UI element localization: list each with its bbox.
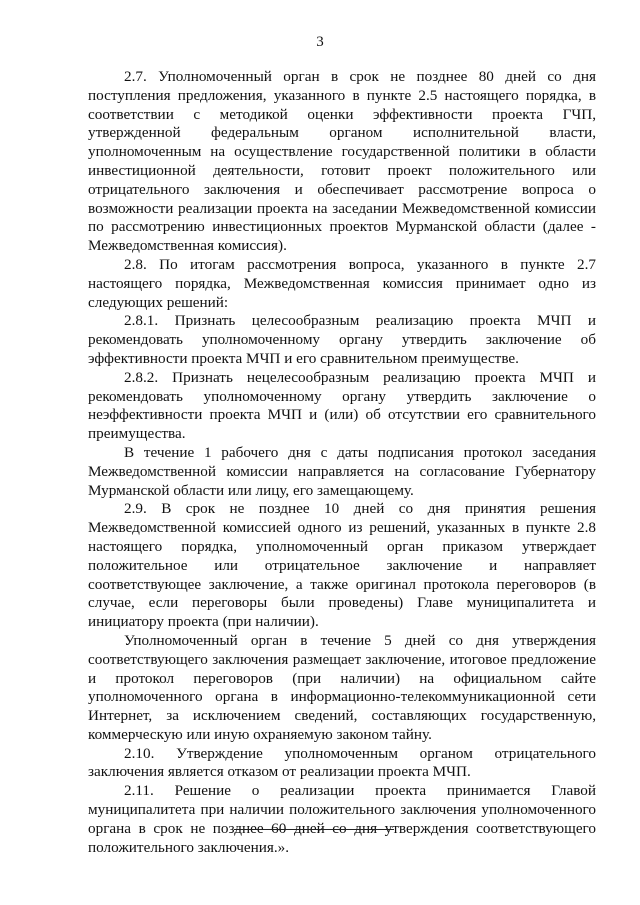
page-number: 3 [316, 34, 324, 50]
document-body [88, 68, 596, 857]
paragraph-2-9: 2.9. В срок не позднее 10 дней со дня принятия решения Межведомственной комиссией одного из решений, указанных в пункте 2.8 настоящего порядка, уполномоченный орган приказом утверждает положительное или отрицательное заключение и направляет соответствующее заключение, а также оригинал протокола переговоров (в случае, если переговоры были проведены) Главе муниципалитета и инициатору проекта (при наличии). [88, 500, 596, 631]
paragraph-2-8-2: 2.8.2. Признать нецелесообразным реализацию проекта МЧП и рекомендовать уполномоченному органу утвердить заключение о неэффективности проекта МЧП и (или) об отсутствии его сравнительного преимущества. [88, 368, 596, 443]
paragraph-2-8-1: 2.8.1. Признать целесообразным реализацию проекта МЧП и рекомендовать уполномоченному органу утвердить заключение об эффективности проекта МЧП и его сравнительном преимуществе. [88, 312, 596, 367]
paragraph-publication: Уполномоченный орган в течение 5 дней со дня утверждения соответствующего заключения размещает заключение, итоговое предложение и протокол переговоров (при наличии) на официальном сайте уполномоченного органа в информационно-телекоммуникационной сети Интернет, за исключением сведений, составляющих государственную, коммерческую или иную охраняемую законом тайну. [88, 631, 596, 743]
paragraph-2-8: 2.8. По итогам рассмотрения вопроса, указанного в пункте 2.7 настоящего порядка, Межведомственная комиссия принимает одно из следующих решений: [88, 255, 596, 311]
paragraph-protocol-approval: В течение 1 рабочего дня с даты подписания протокол заседания Межведомственной комиссии направляется на согласование Губернатору Мурманской области или лицу, его замещающему. [88, 443, 596, 499]
end-separator-line [234, 829, 394, 830]
paragraph-2-11: 2.11. Решение о реализации проекта принимается Главой муниципалитета при наличии положительного заключения уполномоченного органа в срок не позднее 60 дней со дня утверждения соответствующего положительного заключения.». [88, 782, 596, 856]
paragraph-2-7: 2.7. Уполномоченный орган в срок не позднее 80 дней со дня поступления предложения, указанного в пункте 2.5 настоящего порядка, в соответствии с методикой оценки эффективности проекта ГЧП, утвержденной федеральным органом исполнительной власти, уполномоченным на осуществление государственной политики в области инвестиционной деятельности, готовит проект положительного или отрицательного заключения и обеспечивает рассмотрение вопроса о возможности реализации проекта на заседании Межведомственной комиссии по рассмотрению инвестиционных проектов Мурманской области (далее - Межведомственная комиссия). [88, 68, 596, 255]
paragraph-2-10: 2.10. Утверждение уполномоченным органом отрицательного заключения является отказом от реализации проекта МЧП. [88, 744, 596, 781]
